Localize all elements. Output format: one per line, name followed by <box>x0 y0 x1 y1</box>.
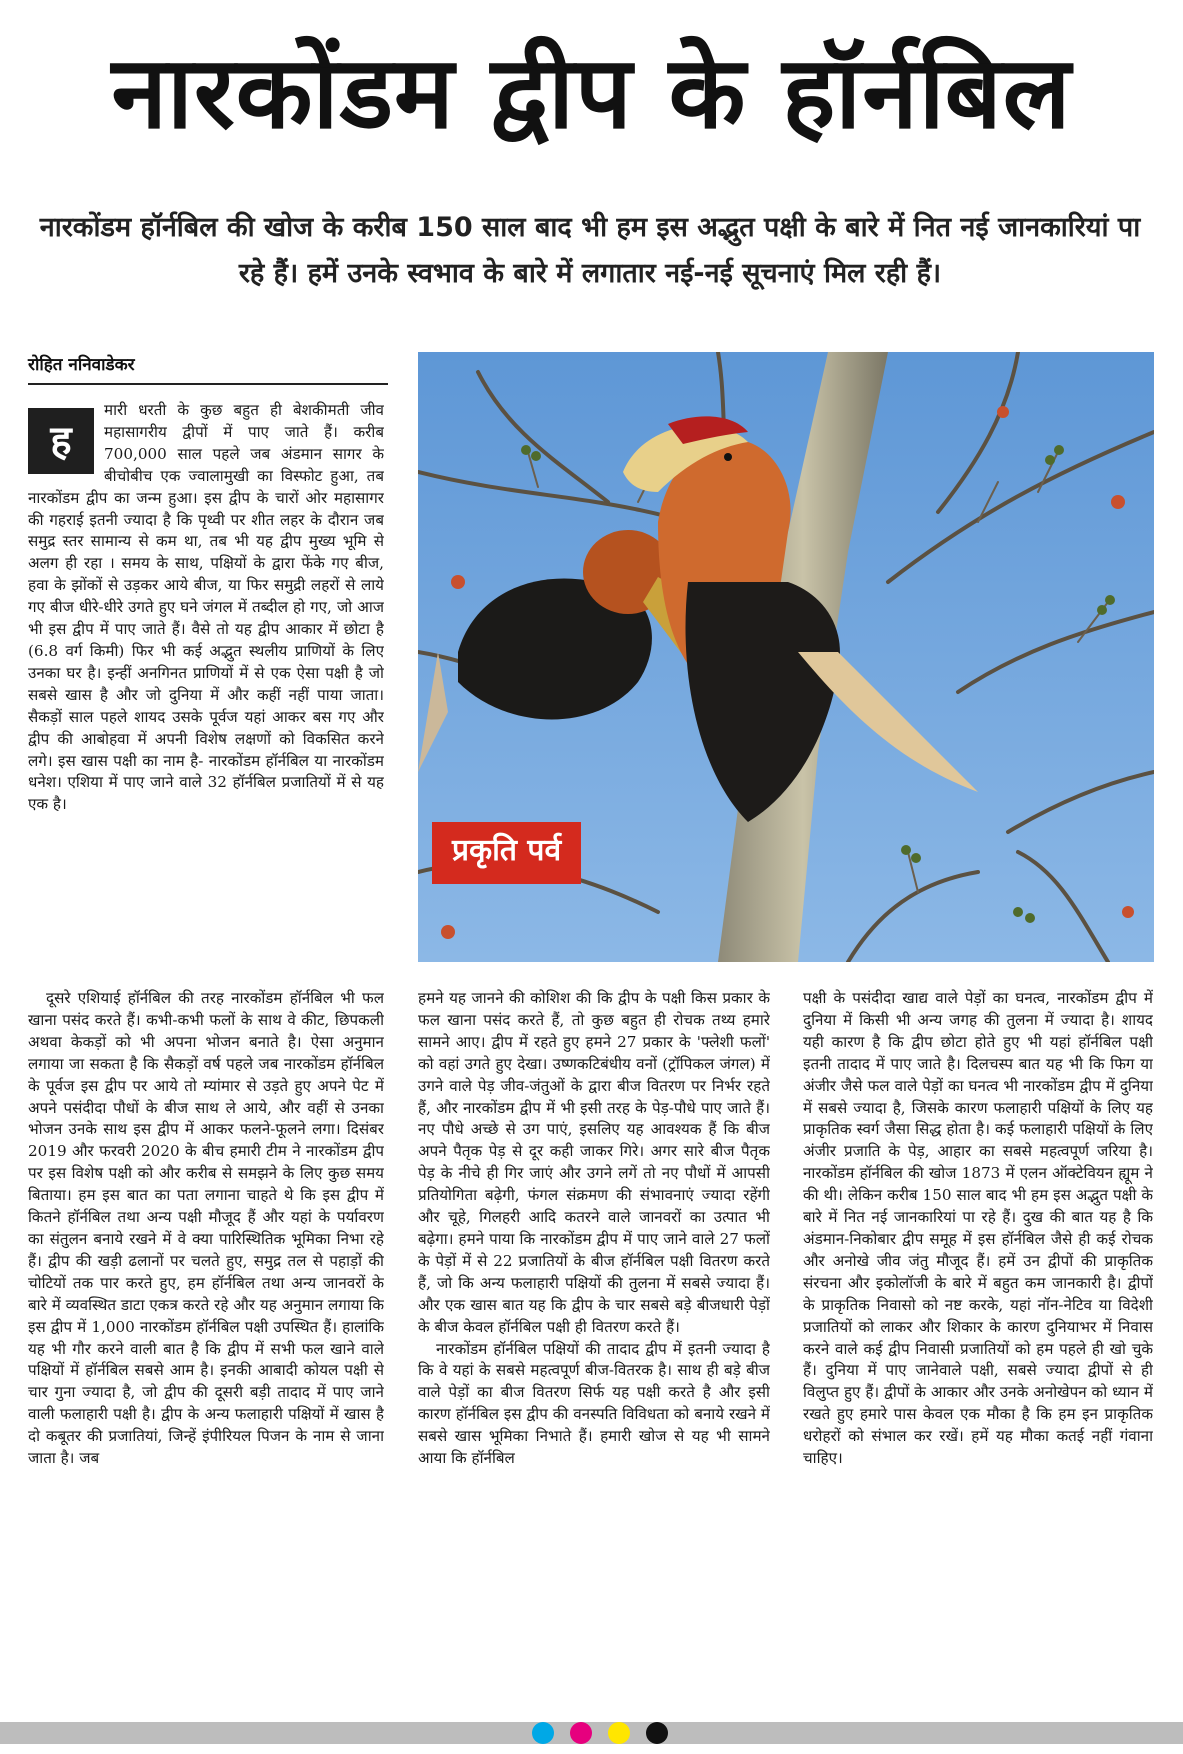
registration-mark-magenta <box>570 1722 592 1744</box>
body-column-1-bottom <box>28 988 384 1718</box>
standfirst: नारकोंडम हॉर्नबिल की खोज के करीब 150 साल बाद भी हम इस अद्भुत पक्षी के बारे में नित नई जानकारियां पा रहे हैं। हमें उनके स्वभाव के बारे में लगातार नई-नई सूचनाएं मिल रही हैं। <box>39 212 1141 289</box>
registration-mark-yellow <box>608 1722 630 1744</box>
body-column-2 <box>418 988 770 1718</box>
body-paragraph: हमने यह जानने की कोशिश की कि द्वीप के पक्षी किस प्रकार के फल खाना पसंद करते हैं, तो कुछ बहुत ही रोचक तथ्य हमारे सामने आए। द्वीप में रहते हुए हमने 27 प्रकार के 'फ्लेशी फलों' को वहां उगते हुए देखा। उष्णकटिबंधीय वनों (ट्रॉपिकल जंगल) में उगने वाले पेड़ जीव-जंतुओं के द्वारा बीज वितरण पर निर्भर रहते हैं, और नारकोंडम द्वीप में भी इसी तरह के पेड़-पौधे पाए जाते हैं। नए पौधे अच्छे से उग पाएं, इसलिए यह आवश्यक हैं कि बीज अपने पैतृक पेड़ से दूर कही जाकर गिरे। अगर सारे बीज पैतृक पेड़ के नीचे ही गिर जाएं और उगने लगें तो नए पौधों में आपसी प्रतियोगिता बढ़ेगी, फंगल संक्रमण की संभावनाएं ज्यादा रहेंगी और चूहे, गिलहरी आदि कतरने वाले जानवरों का उत्पात भी बढ़ेगा। हमने पाया कि नारकोंडम द्वीप में पाए जाने वाले 27 फलों के पेड़ों में से 22 प्रजातियों के बीज हॉर्नबिल पक्षी वितरण करते हैं, जो कि अन्य फलाहारी पक्षियों की तुलना में सबसे ज्यादा हैं। और एक खास बात यह कि द्वीप के चार सबसे बड़े बीजधारी पेड़ों के बीज केवल हॉर्नबिल पक्षी ही वितरण करते हैं। <box>418 989 770 1336</box>
byline: रोहित ननिवाडेकर <box>28 352 388 385</box>
registration-mark-black <box>646 1722 668 1744</box>
body-paragraph: मारी धरती के कुछ बहुत ही बेशकीमती जीव महासागरीय द्वीपों में पाए जाते हैं। करीब 700,000 साल पहले जब अंडमान सागर के बीचोबीच एक ज्वालामुखी का विस्फोट हुआ, तब नारकोंडम द्वीप का जन्म हुआ। इस द्वीप के चारों ओर महासागर की गहराई इतनी ज्यादा है कि पृथ्वी पर शीत लहर के दौरान जब समुद्र स्तर सामान्य से कम था, तब भी यह द्वीप मुख्य भूमि से अलग ही रहा । समय के साथ, पक्षियों के द्वारा फेंके गए बीज, हवा के झोंकों से उड़कर आये बीज, या फिर समुद्री लहरों से लाये गए बीज धीरे-धीरे उगते हुए घने जंगल में तब्दील हो गए, जो आज भी इस द्वीप में पाए जाते हैं। वैसे तो यह द्वीप आकार में छोटा है (6.8 वर्ग किमी) फिर भी कई अद्भुत स्थलीय प्राणियों के लिए उनका घर है। इन्हीं अनगिनत प्राणियों में से एक ऐसा पक्षी है जो सबसे खास है और जो दुनिया में और कहीं नहीं पाया जाता। सैकड़ों साल पहले शायद उसके पूर्वज यहां आकर बस गए और द्वीप की आबोहवा में अपनी विशेष लक्षणों को विकसित करने लगे। इस खास पक्षी का नाम है- नारकोंडम हॉर्नबिल या नारकोंडम धनेश। एशिया में पाए जाने वाले 32 हॉर्नबिल प्रजातियों में से यह एक है। <box>28 401 384 814</box>
body-paragraph: नारकोंडम हॉर्नबिल पक्षियों की तादाद द्वीप में इतनी ज्यादा है कि वे यहां के सबसे महत्वपूर्ण बीज-वितरक है। साथ ही बड़े बीज वाले पेड़ों का बीज वितरण सिर्फ यह पक्षी करते है और इसी कारण हॉर्नबिल इस द्वीप की वनस्पति विविधता को बनाये रखने में सबसे खास भूमिका निभाते हैं। हमारी खोज से यह भी सामने आया कि हॉर्नबिल <box>418 1339 770 1468</box>
hornbill-photo <box>418 352 1154 962</box>
headline: नारकोंडम द्वीप के हॉर्नबिल <box>111 34 1072 151</box>
body-paragraph: पक्षी के पसंदीदा खाद्य वाले पेड़ों का घनत्व, नारकोंडम द्वीप में दुनिया में किसी भी अन्य जगह की तुलना में ज्यादा है। शायद यही कारण है कि द्वीप छोटा होते हुए भी यहां हॉर्नबिल पक्षी इतनी तादाद में पाए जाते है। दिलचस्प बात यह भी कि फिग या अंजीर जैसे फल वाले पेड़ों का घनत्व भी नारकोंडम द्वीप में दुनिया में सबसे ज्यादा है, जिसके कारण फलाहारी पक्षियों के लिए यह प्राकृतिक स्वर्ग जैसा सिद्ध होता है। कई फलाहारी पक्षियों के लिए अंजीर प्रजाति के पेड़, आहार का सबसे महत्वपूर्ण जरिया है। नारकोंडम हॉर्नबिल की खोज 1873 में एलन ऑक्टेवियन ह्यूम ने की थी। लेकिन करीब 150 साल बाद भी हम इस अद्भुत पक्षी के बारे में नित नई जानकारियां पा रहे हैं। दुख की बात यह है कि अंडमान-निकोबार द्वीप समूह में इस हॉर्नबिल जैसे ही कई रोचक और अनोखे जीव जंतु मौजूद हैं। हमें उन द्वीपों की प्राकृतिक संरचना और इकोलॉजी के बारे में बहुत कम जानकारी है। द्वीपों के प्राकृतिक निवासो को नष्ट करके, यहां नॉन-नेटिव या विदेशी प्रजातियों को लाकर और शिकार के कारण दुनियाभर में निवास करने वाले कई द्वीप निवासी प्रजातियों को हम पहले ही खो चुके हैं। दुनिया में पाए जानेवाले पक्षी, सबसे ज्यादा द्वीपों से ही विलुप्त हुए हैं। द्वीपों के आकार और उनके अनोखेपन को ध्यान में रखते हुए हमारे पास केवल एक मौका है कि हम इन प्राकृतिक धरोहरों को संभाल कर रखें। हमें यह मौका कतई नहीं गंवाना चाहिए। <box>803 989 1153 1468</box>
body-column-1-top <box>28 400 384 982</box>
body-column-3 <box>803 988 1153 1718</box>
section-tag: प्रकृति पर्व <box>432 822 581 884</box>
dropcap: ह <box>28 408 94 474</box>
body-paragraph: दूसरे एशियाई हॉर्नबिल की तरह नारकोंडम हॉर्नबिल भी फल खाना पसंद करते हैं। कभी-कभी फलों के साथ वे कीट, छिपकली अथवा केकड़ों को भी अपना भोजन बनाते है। ऐसा अनुमान लगाया जा सकता है कि सैकड़ों वर्ष पहले जब नारकोंडम हॉर्नबिल के पूर्वज इस द्वीप पर आये तो म्यांमार से उड़ते हुए अपने पेट में अपने पसंदीदा पौधों के बीज साथ ले आये, और वहीं से उनका भोजन उनके साथ इस द्वीप में आकर फलने-फूलने लगा। दिसंबर 2019 और फरवरी 2020 के बीच हमारी टीम ने नारकोंडम द्वीप पर इस विशेष पक्षी को और करीब से समझने के लिए कुछ समय बिताया। हम इस बात का पता लगाना चाहते थे कि इस द्वीप में कितने हॉर्नबिल तथा अन्य पक्षी मौजूद हैं और यहां के पर्यावरण का संतुलन बनाये रखने में वे क्या पारिस्थितिक भूमिका निभा रहे हैं। द्वीप की खड़ी ढलानों पर चलते हुए, समुद्र तल से पहाड़ों की चोटियों तक पार करते हुए, हम हॉर्नबिल तथा अन्य जानवरों के बारे में व्यवस्थित डाटा एकत्र करते रहे और यह अनुमान लगाया कि इस द्वीप में 1,000 नारकोंडम हॉर्नबिल पक्षी उपस्थित हैं। हालांकि यह भी गौर करने वाली बात है कि द्वीप में सभी फल खाने वाले पक्षियों में हॉर्नबिल सबसे आम है। इनकी आबादी कोयल पक्षी से चार गुना ज्यादा है, जो द्वीप की दूसरी बड़ी तादाद में पाए जाने वाली फलाहारी पक्षी है। द्वीप के अन्य फलाहारी पक्षियों में खास है दो कबूतर की प्रजातियां, जिन्हें इंपीरियल पिजन के नाम से जाना जाता है। जब <box>28 989 384 1468</box>
registration-mark-cyan <box>532 1722 554 1744</box>
